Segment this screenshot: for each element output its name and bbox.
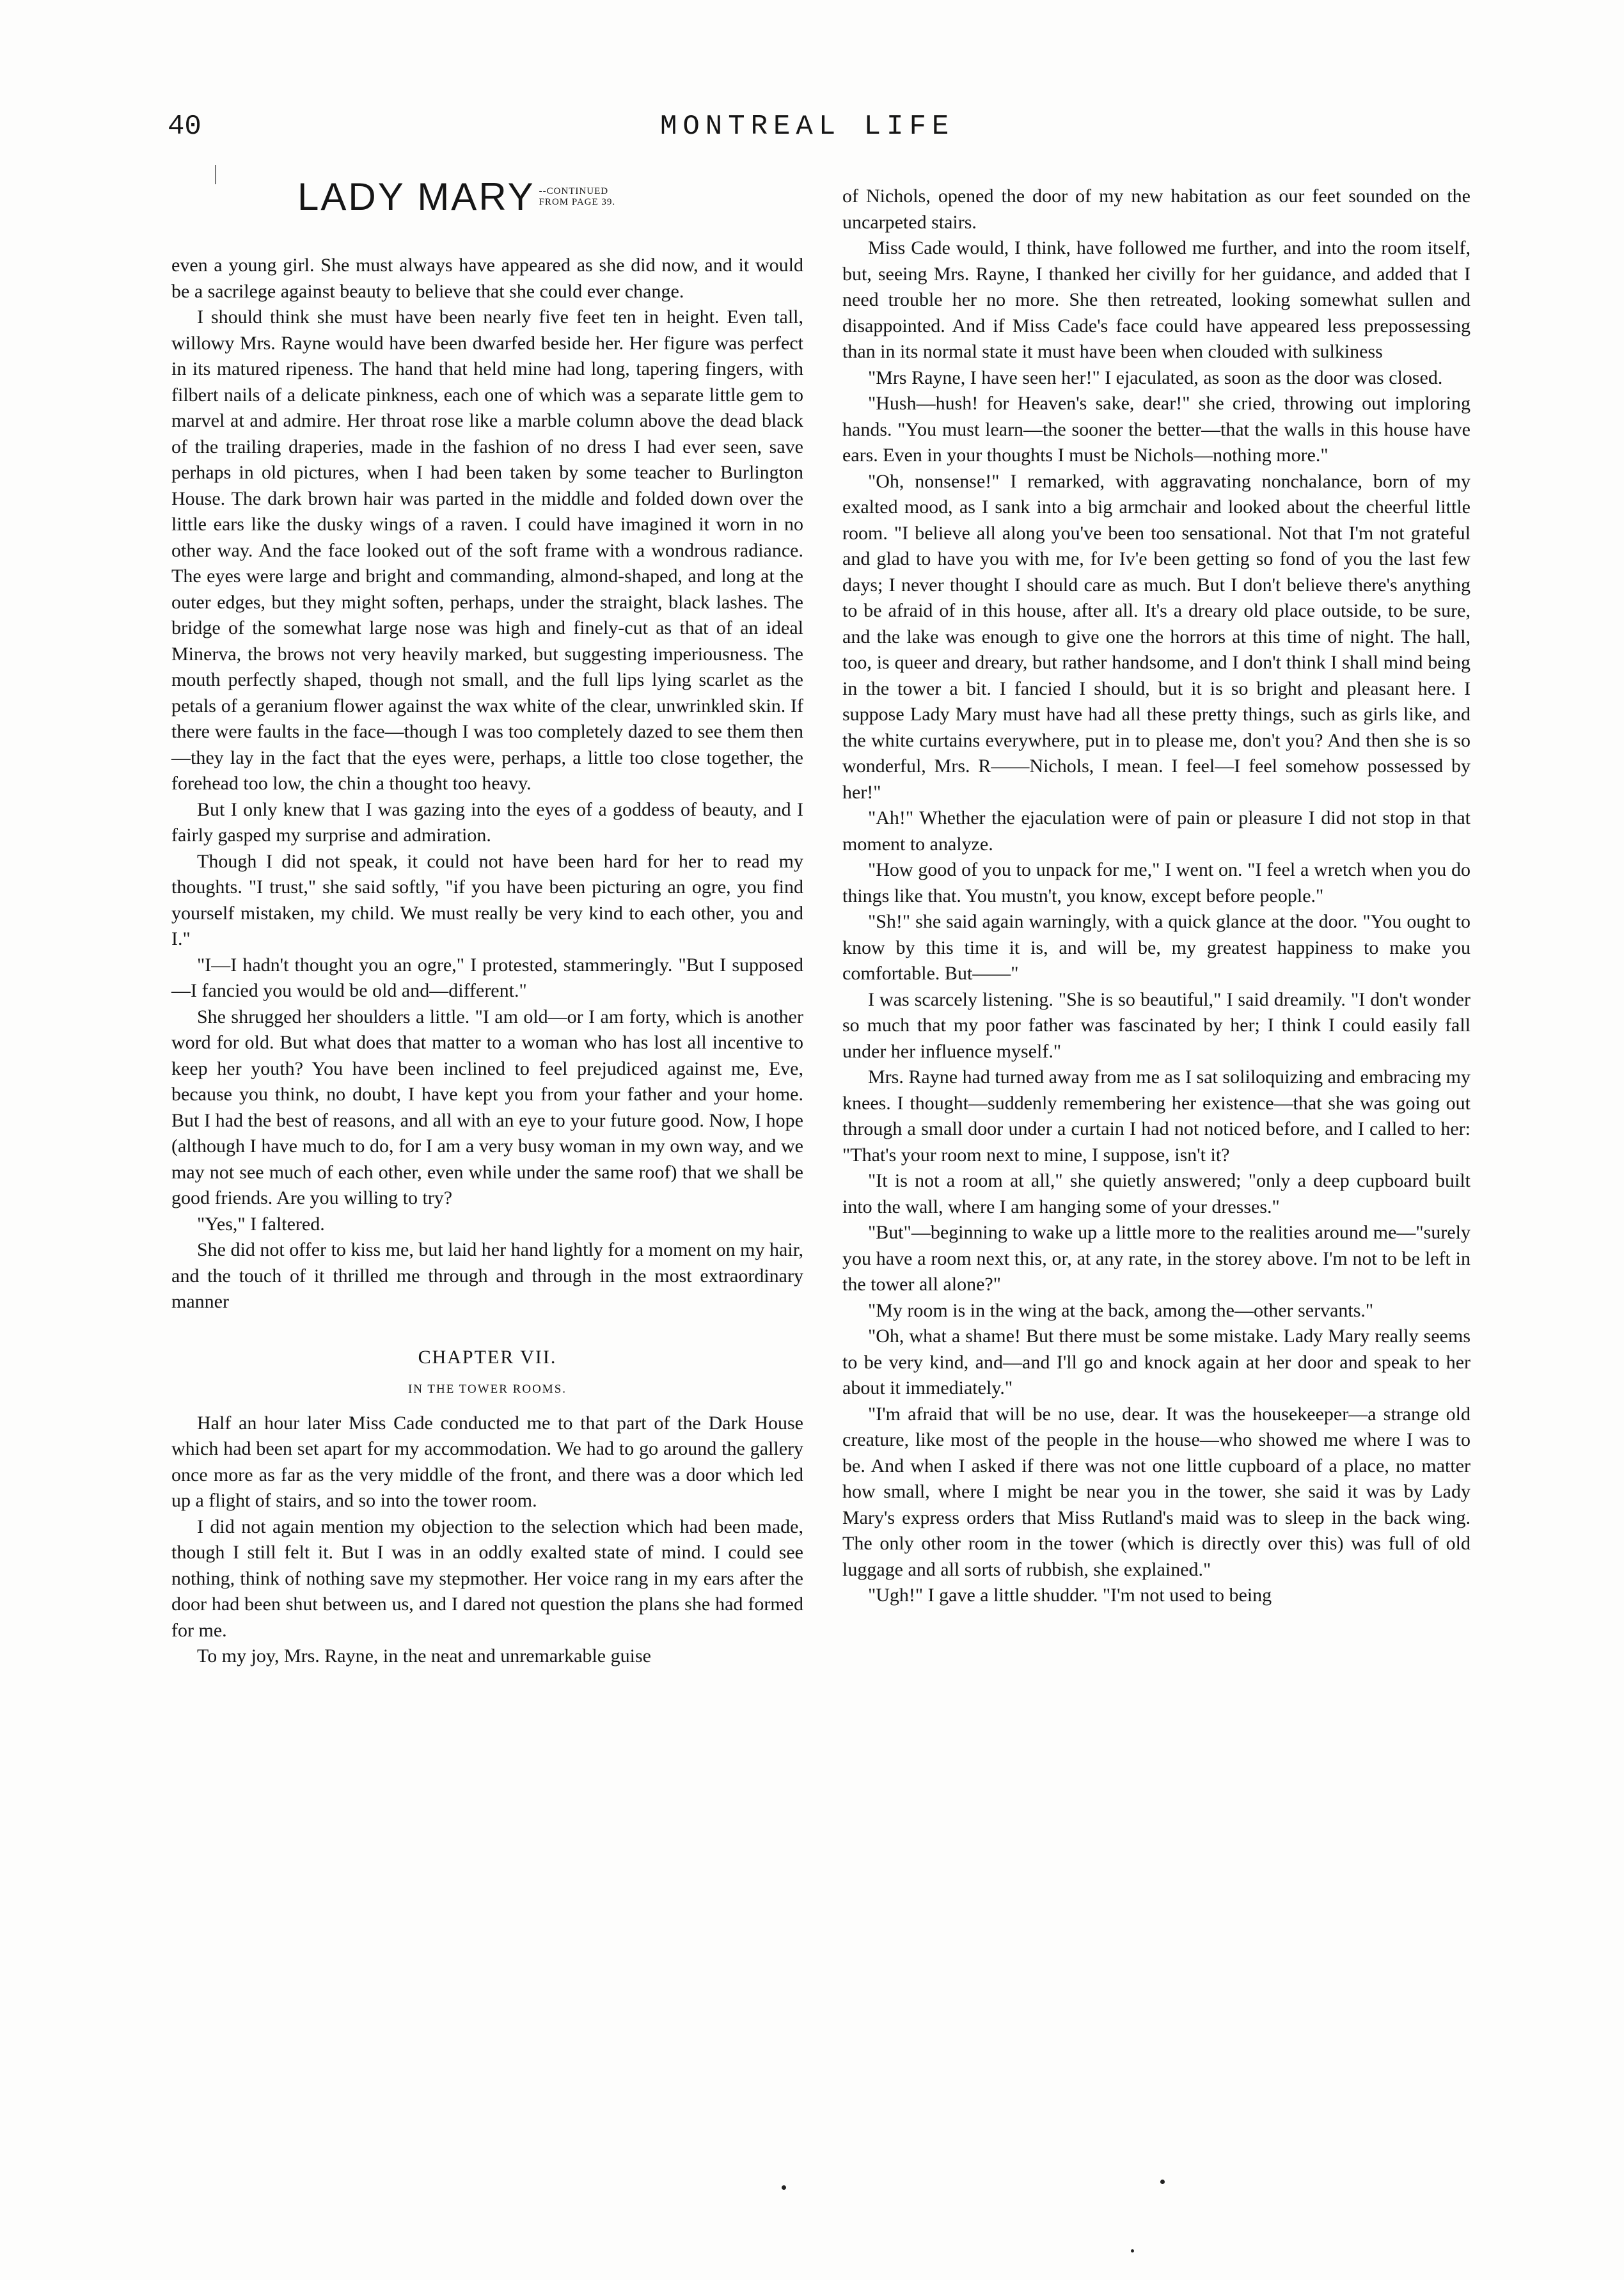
print-speck <box>1160 2180 1165 2184</box>
story-title: LADY MARY <box>297 175 535 218</box>
print-speck <box>1131 2249 1134 2252</box>
paragraph: "Oh, nonsense!" I remarked, with aggravating nonchalance, born of my exalted mood, as I sank into a big armchair and looked about the cheerful little room. "I believe all along you've been too sensational. Not that I'm not grateful and glad to have you with me, for Iv'e been getting so fond of you the last few days; I never thought I should care as much. But I don't believe there's anything to be afraid of in this house, after all. It's a dreary old place outside, to be sure, and the lake was enough to give one the horrors at this time of night. The hall, too, is queer and dreary, but rather handsome, and I don't think I shall mind being in the tower a bit. I fancied I should, but it is so bright and pleasant here. I suppose Lady Mary must have had all these pretty things, such as girls like, and the white curtains everywhere, put in to please me, don't you? And then she is so wonderful, Mrs. R——Nichols, I mean. I feel—I feel somehow possessed by her!" <box>842 470 1470 803</box>
paragraph: "Mrs Rayne, I have seen her!" I ejaculated, as soon as the door was closed. <box>868 367 1443 388</box>
continued-note <box>539 186 616 208</box>
paragraph: "But"—beginning to wake up a little more to the realities around me—"surely you have a room next this, or, at any rate, in the storey above. I'm not to be left in the tower all alone?" <box>842 1222 1470 1295</box>
paragraph: "Sh!" she said again warningly, with a quick glance at the door. "You ought to know by this time it is, and will be, my greatest happiness to make you comfortable. But——" <box>842 911 1470 984</box>
paragraph: She did not offer to kiss me, but laid her hand lightly for a moment on my hair, and the touch of it thrilled me through and through in the most extraordinary manner <box>171 1239 803 1312</box>
continued-line-2: FROM PAGE 39. <box>539 197 616 207</box>
paragraph: "Hush—hush! for Heaven's sake, dear!" she cried, throwing out imploring hands. "You must learn—the sooner the better—that the walls in this house have ears. Even in your thoughts I must be Nichols—nothing more." <box>842 393 1470 466</box>
left-column <box>171 253 803 1670</box>
paragraph: I did not again mention my objection to the selection which had been made, though I still felt it. But I was in an oddly exalted state of mind. I could see nothing, think of nothing save my stepmother. Her voice rang in my ears after the door had been shut between us, and I dared not question the plans she had formed for me. <box>171 1516 803 1641</box>
paragraph: "Yes," I faltered. <box>197 1213 325 1235</box>
page-number: 40 <box>168 111 201 143</box>
paragraph: Half an hour later Miss Cade conducted me to that part of the Dark House which had been set apart for my accommodation. We had to go around the gallery once more as far as the very middle of the front, and there was a door which led up a flight of stairs, and so into the tower room. <box>171 1412 803 1511</box>
paragraph: Miss Cade would, I think, have followed me further, and into the room itself, but, seeing Mrs. Rayne, I thanked her civilly for her guidance, and added that I need trouble her no more. She then retreated, looking somewhat sullen and disappointed. And if Miss Cade's face could have appeared less prepossessing than in its normal state it must have been when clouded with sulkiness <box>842 237 1470 362</box>
story-heading <box>297 175 616 218</box>
paragraph: I was scarcely listening. "She is so beautiful," I said dreamily. "I don't wonder so much that my poor father was fascinated by her; I think I could easily fall under her influence myself." <box>842 988 1470 1062</box>
paragraph: "Oh, what a shame! But there must be some mistake. Lady Mary really seems to be very kind, and—and I'll go and knock again at her door and speak to her about it immediately." <box>842 1326 1470 1398</box>
chapter-subtitle: IN THE TOWER ROOMS. <box>407 1382 567 1396</box>
print-speck <box>782 2185 786 2190</box>
paragraph: even a young girl. She must always have appeared as she did now, and it would be a sacrilege against beauty to believe that she could ever change. <box>171 255 803 302</box>
paragraph: of Nichols, opened the door of my new habitation as our feet sounded on the uncarpeted stairs. <box>842 186 1470 233</box>
paragraph: She shrugged her shoulders a little. "I am old—or I am forty, which is another word for old. But what does that matter to a woman who has lost all incentive to keep her youth? You have been inclined to feel prejudiced against me, Eve, because you think, no doubt, I have kept you from your father and your home. But I had the best of reasons, and all with an eye to your future good. Now, I hope (although I have much to do, for I am a very busy woman in my own way, and we may not see much of each other, even while under the same roof) that we shall be good friends. Are you willing to try? <box>171 1006 803 1208</box>
paragraph: "It is not a room at all," she quietly answered; "only a deep cupboard built into the wall, where I am hanging some of your dresses." <box>842 1170 1470 1217</box>
chapter-title: CHAPTER VII. <box>418 1346 557 1368</box>
paragraph: "I—I hadn't thought you an ogre," I protested, stammeringly. "But I supposed—I fancied you would be old and—different." <box>171 954 803 1001</box>
right-column <box>842 184 1470 1609</box>
paragraph: But I only knew that I was gazing into the eyes of a goddess of beauty, and I fairly gasped my surprise and admiration. <box>171 798 803 846</box>
paragraph: I should think she must have been nearly five feet ten in height. Even tall, willowy Mrs. Rayne would have been dwarfed beside her. Her figure was perfect in its matured ripeness. The hand that held mine had long, tapering fingers, with filbert nails of a delicate pinkness, each one of which was a separate little gem to marvel at and admire. Her throat rose like a marble column above the dead black of the trailing draperies, made in the fashion of no dress I had ever seen, save perhaps in old pictures, when I had been taken by some teacher to Burlington House. The dark brown hair was parted in the middle and folded down over the little ears like the dusky wings of a raven. I could have imagined it worn in no other way. And the face looked out of the soft frame with a wondrous radiance. The eyes were large and bright and commanding, almond-shaped, and long at the outer edges, but they might soften, perhaps, under the straight, black lashes. The bridge of the somewhat large nose was high and finely-cut as that of an ideal Minerva, the brows not very heavily marked, but suggesting imperiousness. The mouth perfectly shaped, though not small, and the full lips lying scarlet as the petals of a geranium flower against the wax white of the clear, unwrinkled skin. If there were faults in the face—though I was too completely dazed to see them then—they lay in the fact that the eyes were, perhaps, a little too close together, the forehead too low, the chin a thought too heavy. <box>171 306 803 794</box>
paragraph: "How good of you to unpack for me," I went on. "I feel a wretch when you do things like that. You mustn't, you know, except before people." <box>842 859 1470 906</box>
paragraph: Mrs. Rayne had turned away from me as I sat soliloquizing and embracing my knees. I thought—suddenly remembering her existence—that she was going out through a small door under a curtain I had not noticed before, and I called to her: "That's your room next to mine, I suppose, isn't it? <box>842 1066 1470 1166</box>
journal-title: MONTREAL LIFE <box>660 111 955 143</box>
continued-line-1: --CONTINUED <box>539 186 609 196</box>
margin-rule <box>215 165 216 184</box>
paragraph: To my joy, Mrs. Rayne, in the neat and unremarkable guise <box>197 1645 651 1666</box>
paragraph: "Ah!" Whether the ejaculation were of pain or pleasure I did not stop in that moment to analyze. <box>842 807 1470 855</box>
paragraph: "I'm afraid that will be no use, dear. It was the housekeeper—a strange old creature, like most of the people in the house—who showed me where I was to be. And when I asked if there was not one little cupboard of a place, no matter how small, where I might be near you in the tower, she said it was by Lady Mary's express orders that Miss Rutland's maid was to sleep in the back wing. The only other room in the tower (which is directly over this) was full of old luggage and all sorts of rubbish, she explained." <box>842 1403 1470 1580</box>
paragraph: "Ugh!" I gave a little shudder. "I'm not used to being <box>868 1585 1272 1606</box>
paragraph: "My room is in the wing at the back, among the—other servants." <box>868 1299 1374 1321</box>
paragraph: Though I did not speak, it could not have been hard for her to read my thoughts. "I trust," she said softly, "if you have been picturing an ogre, you find yourself mistaken, my child. We must really be very kind to each other, you and I." <box>171 850 803 949</box>
